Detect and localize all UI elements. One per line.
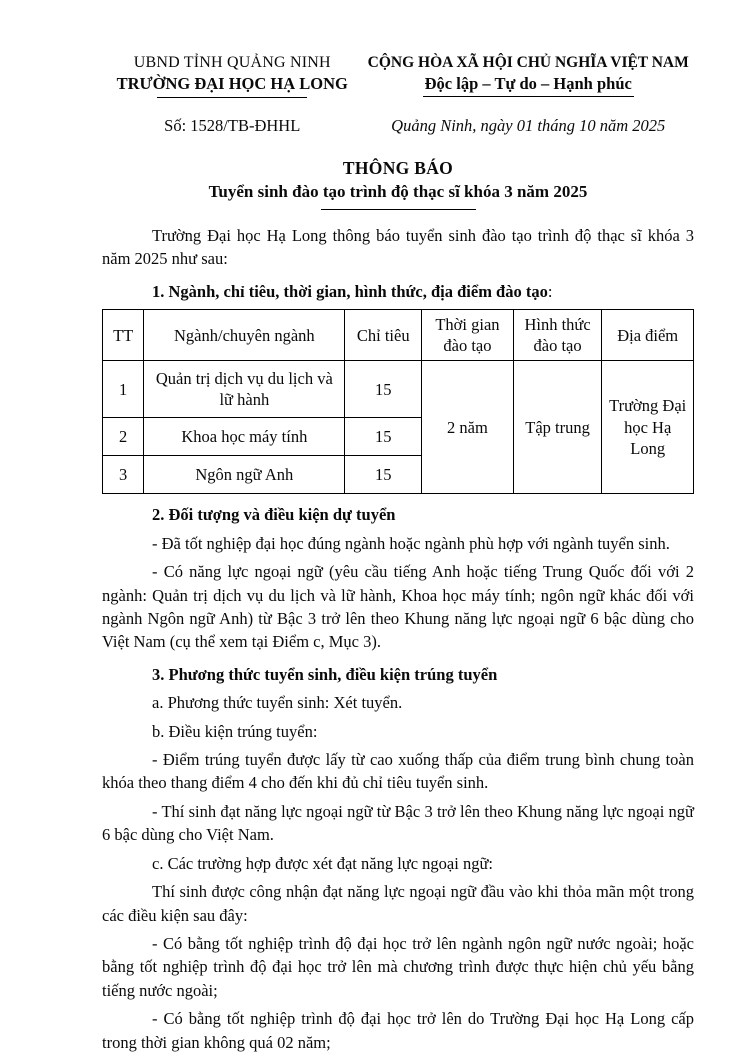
cell-duration: 2 năm xyxy=(422,361,514,494)
doc-title: THÔNG BÁO xyxy=(342,158,454,178)
cell-location: Trường Đại học Hạ Long xyxy=(602,361,694,494)
document-body xyxy=(102,224,694,1054)
title-rule xyxy=(321,209,476,210)
admissions-table xyxy=(102,309,694,494)
section-3-heading-text: 3. Phương thức tuyển sinh, điều kiện trúng tuyển xyxy=(152,664,498,684)
intro-paragraph: Trường Đại học Hạ Long thông báo tuyển sinh đào tạo trình độ thạc sĩ khóa 3 năm 2025 như sau: xyxy=(102,226,694,269)
section-3-bullet-c1: - Có bằng tốt nghiệp trình độ đại học trở lên ngành ngôn ngữ nước ngoài; hoặc bằng tốt nghiệp trình độ đại học trở lên mà chương trình được thực hiện chủ yếu bằng tiếng nước ngoài; xyxy=(102,934,694,1000)
col-header-major: Ngành/chuyên ngành xyxy=(144,310,345,361)
section-3-item-a: a. Phương thức tuyển sinh: Xét tuyển. xyxy=(152,693,403,713)
document-header xyxy=(102,54,694,98)
meta-row xyxy=(102,116,694,136)
section-3-c-intro: Thí sinh được công nhận đạt năng lực ngoại ngữ đầu vào khi thỏa mãn một trong các điều kiện sau đây: xyxy=(102,882,694,925)
national-header-block xyxy=(362,54,694,98)
cell-quota: 15 xyxy=(345,361,422,418)
section-2-bullet-2: - Có năng lực ngoại ngữ (yêu cầu tiếng Anh hoặc tiếng Trung Quốc đối với 2 ngành: Quản trị dịch vụ du lịch và lữ hành, Khoa học máy tính; ngôn ngữ khác đối với ngành Ngôn ngữ Anh) từ Bậc 3 trở lên theo Khung năng lực ngoại ngữ 6 bậc dùng cho Việt Nam (cụ thể xem tại Điểm c, Mục 3). xyxy=(102,562,694,652)
doc-subtitle: Tuyển sinh đào tạo trình độ thạc sĩ khóa 3 năm 2025 xyxy=(208,182,588,201)
cell-major: Quản trị dịch vụ du lịch và lữ hành xyxy=(144,361,345,418)
cell-tt: 2 xyxy=(103,418,144,456)
col-header-quota: Chỉ tiêu xyxy=(345,310,422,361)
org-name-underline xyxy=(157,97,307,98)
section-2-heading xyxy=(102,503,694,526)
section-3-bullet-b1: - Điểm trúng tuyển được lấy từ cao xuống thấp của điểm trung bình chung toàn khóa theo thang điểm 4 cho đến khi đủ chỉ tiêu tuyển sinh. xyxy=(102,750,694,793)
cell-format: Tập trung xyxy=(513,361,602,494)
title-block xyxy=(102,158,694,210)
section-1-heading-text: 1. Ngành, chỉ tiêu, thời gian, hình thức, địa điểm đào tạo xyxy=(152,281,548,301)
col-header-location: Địa điểm xyxy=(602,310,694,361)
table-row xyxy=(103,361,694,418)
cell-tt: 1 xyxy=(103,361,144,418)
section-3-item-b: b. Điều kiện trúng tuyển: xyxy=(152,721,318,741)
issuing-org-block xyxy=(102,54,362,98)
section-3-item-c: c. Các trường hợp được xét đạt năng lực ngoại ngữ: xyxy=(152,853,493,873)
section-1-heading xyxy=(102,280,694,303)
col-header-duration: Thời gian đào tạo xyxy=(422,310,514,361)
section-3-heading xyxy=(102,663,694,686)
cell-quota: 15 xyxy=(345,456,422,494)
place-date: Quảng Ninh, ngày 01 tháng 10 năm 2025 xyxy=(391,116,666,135)
doc-number: Số: 1528/TB-ĐHHL xyxy=(164,116,301,135)
org-parent-line: UBND TỈNH QUẢNG NINH xyxy=(133,54,331,71)
university-name: TRƯỜNG ĐẠI HỌC HẠ LONG xyxy=(116,74,348,93)
national-motto: Độc lập – Tự do – Hạnh phúc xyxy=(423,74,634,97)
col-header-format: Hình thức đào tạo xyxy=(513,310,602,361)
national-title: CỘNG HÒA XÃ HỘI CHỦ NGHĨA VIỆT NAM xyxy=(367,54,689,71)
section-3-bullet-b2: - Thí sinh đạt năng lực ngoại ngữ từ Bậc 3 trở lên theo Khung năng lực ngoại ngữ 6 bậc dùng cho Việt Nam. xyxy=(102,801,694,845)
cell-major: Ngôn ngữ Anh xyxy=(144,456,345,494)
section-2-heading-text: 2. Đối tượng và điều kiện dự tuyển xyxy=(152,505,396,525)
section-3-bullet-c2: - Có bằng tốt nghiệp trình độ đại học trở lên do Trường Đại học Hạ Long cấp trong thời gian không quá 02 năm; xyxy=(102,1009,694,1052)
cell-tt: 3 xyxy=(103,456,144,494)
section-1-heading-colon: : xyxy=(547,281,553,301)
col-header-tt: TT xyxy=(103,310,144,361)
section-2-bullet-1: - Đã tốt nghiệp đại học đúng ngành hoặc ngành phù hợp với ngành tuyển sinh. xyxy=(152,533,670,553)
national-motto-wrap xyxy=(362,74,694,97)
cell-major: Khoa học máy tính xyxy=(144,418,345,456)
table-header-row xyxy=(103,310,694,361)
cell-quota: 15 xyxy=(345,418,422,456)
